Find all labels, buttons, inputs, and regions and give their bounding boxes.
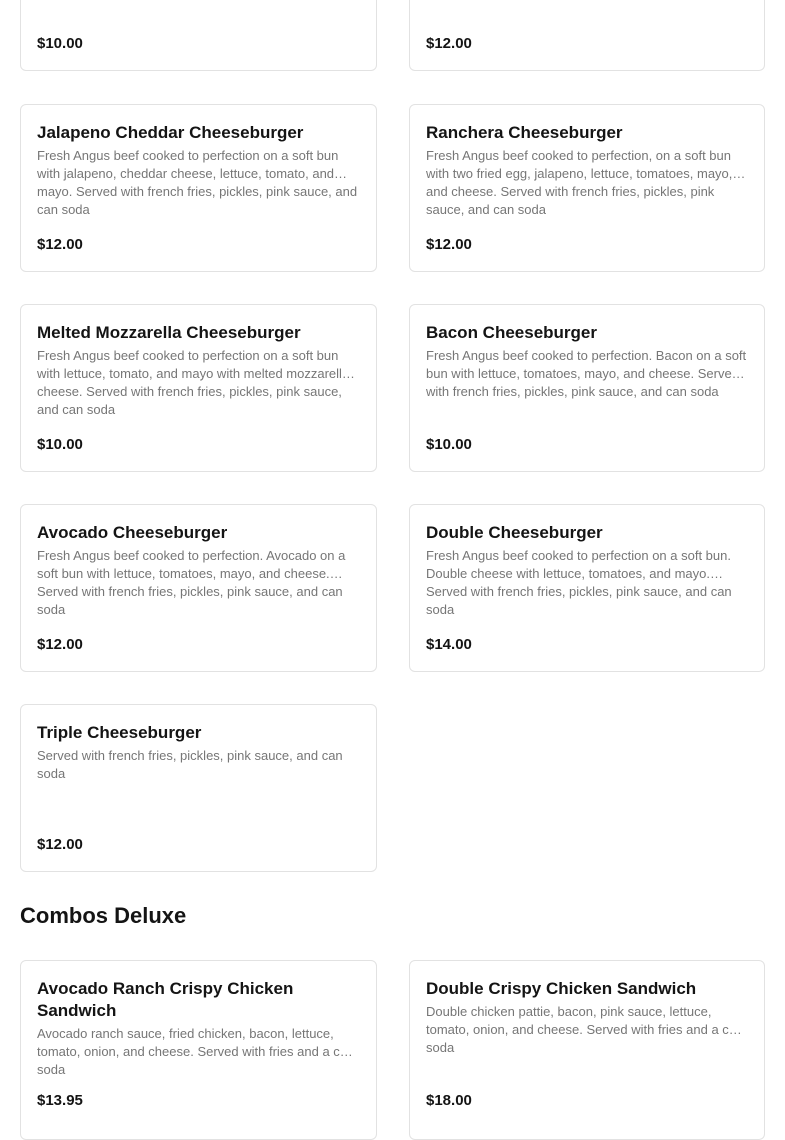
item-name: Avocado Ranch Crispy Chicken Sandwich xyxy=(37,979,294,1020)
item-price: $12.00 xyxy=(426,35,472,52)
section-title: Combos Deluxe xyxy=(20,903,187,928)
item-description: Fresh Angus beef cooked to perfection on a soft bun with jalapeno, cheddar cheese, lettuce, tomato, and mayo. Served with french fries, pickles, pink sauce, and can soda xyxy=(37,148,358,217)
menu-item-card[interactable] xyxy=(20,104,377,272)
item-name: Melted Mozzarella Cheeseburger xyxy=(37,323,301,342)
menu-item-card[interactable] xyxy=(20,704,377,872)
menu-item-card[interactable] xyxy=(409,0,765,71)
item-name: Triple Cheeseburger xyxy=(37,723,202,742)
item-name: Double Crispy Chicken Sandwich xyxy=(426,979,697,998)
menu-item-card[interactable] xyxy=(20,504,377,672)
item-price: $14.00 xyxy=(426,636,472,653)
item-description: Fresh Angus beef cooked to perfection on a soft bun. Double cheese with lettuce, tomatoes, and mayo. Served with french fries, pickles, pink sauce, and can soda xyxy=(426,548,732,617)
item-name: Avocado Cheeseburger xyxy=(37,523,228,542)
menu-item-card[interactable] xyxy=(409,504,765,672)
item-price: $10.00 xyxy=(37,436,83,453)
item-name: Jalapeno Cheddar Cheeseburger xyxy=(37,123,304,142)
item-price: $13.95 xyxy=(37,1092,83,1109)
item-description: Double chicken pattie, bacon, pink sauce, lettuce, tomato, onion, and cheese. Served with fries and a can soda xyxy=(426,1004,744,1055)
item-price: $10.00 xyxy=(426,436,472,453)
item-name: Ranchera Cheeseburger xyxy=(426,123,623,142)
menu-item-card[interactable] xyxy=(409,304,765,472)
menu-item-card[interactable] xyxy=(20,960,377,1140)
item-price: $10.00 xyxy=(37,35,83,52)
item-description: Avocado ranch sauce, fried chicken, bacon, lettuce, tomato, onion, and cheese. Served with fries and a can soda xyxy=(37,1026,355,1077)
item-description: Fresh Angus beef cooked to perfection. Bacon on a soft bun with lettuce, tomatoes, mayo, and cheese. Served with french fries, pickles, pink sauce, and can soda xyxy=(426,348,747,399)
menu-item-card[interactable] xyxy=(20,304,377,472)
item-price: $12.00 xyxy=(426,236,472,253)
item-price: $18.00 xyxy=(426,1092,472,1109)
item-description: Fresh Angus beef cooked to perfection on a soft bun with lettuce, tomato, and mayo with melted mozzarella cheese. Served with french fries, pickles, pink sauce, and can soda xyxy=(37,348,350,417)
item-description: Fresh Angus beef cooked to perfection. Avocado on a soft bun with lettuce, tomatoes, mayo, and cheese. Served with french fries, pickles, pink sauce, and can soda xyxy=(37,548,346,617)
item-name: Bacon Cheeseburger xyxy=(426,323,597,342)
item-price: $12.00 xyxy=(37,636,83,653)
item-description: Served with french fries, pickles, pink sauce, and can soda xyxy=(37,748,343,781)
item-price: $12.00 xyxy=(37,836,83,853)
item-name: Double Cheeseburger xyxy=(426,523,603,542)
item-price: $12.00 xyxy=(37,236,83,253)
menu-item-card[interactable] xyxy=(409,104,765,272)
item-description: Fresh Angus beef cooked to perfection, on a soft bun with two fried egg, jalapeno, lettuce, tomatoes, mayo, and cheese. Served with french fries, pickles, pink sauce, and can soda xyxy=(426,148,733,217)
menu-item-card[interactable] xyxy=(409,960,765,1140)
menu-item-card[interactable] xyxy=(20,0,377,71)
